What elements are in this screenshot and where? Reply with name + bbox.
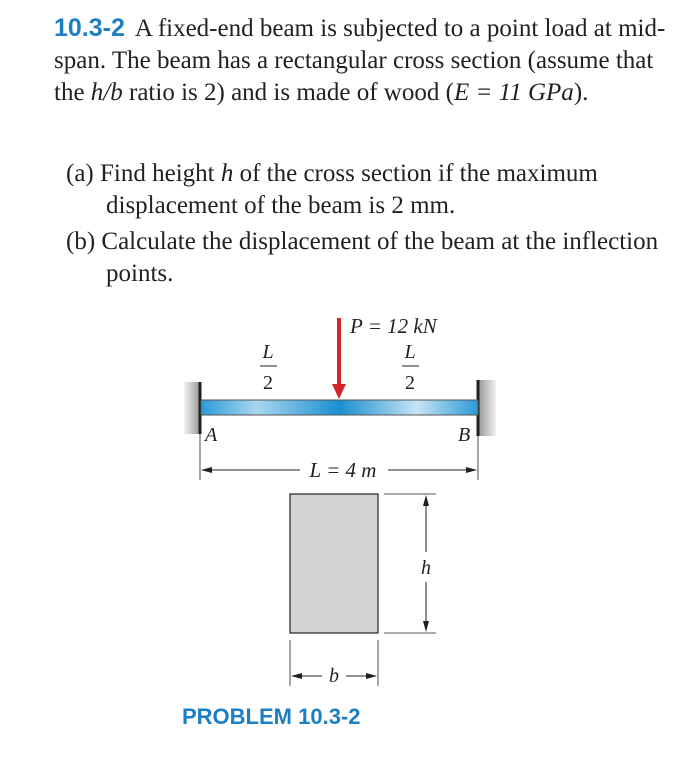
statement-end: ).: [573, 79, 589, 106]
statement-text-2: ratio is 2) and is made of wood (: [122, 79, 454, 106]
left-wall: [184, 382, 200, 434]
load-label: P = 12 kN: [350, 314, 437, 338]
half-span-left-num: L: [262, 341, 274, 363]
figure-caption: PROBLEM 10.3-2: [182, 704, 361, 729]
half-span-left-den: 2: [263, 372, 273, 394]
half-span-right-den: 2: [405, 372, 415, 394]
span-label: L = 4 m: [309, 458, 377, 482]
support-b-label: B: [458, 424, 471, 446]
cross-section: [290, 494, 378, 633]
part-var: h: [220, 160, 234, 187]
part-text-2: of the cross section if the maximum displacement of the beam is 2 mm.: [106, 160, 598, 219]
part-text: Find height: [100, 160, 221, 187]
height-label: h: [421, 557, 431, 579]
half-span-right-num: L: [404, 341, 416, 363]
support-a-label: A: [205, 424, 218, 446]
part-label: (a): [66, 160, 94, 187]
problem-number: 10.3-2: [54, 14, 125, 42]
part-label: (b): [66, 228, 96, 255]
width-label: b: [329, 665, 339, 687]
ratio-var: h/b: [90, 79, 123, 106]
part-text: Calculate the displacement of the beam at the inflection points.: [101, 228, 659, 287]
beam: [201, 400, 478, 415]
modulus: E = 11 GPa: [453, 79, 574, 106]
statement-text: A fixed-end beam is subjected to a point load at mid-span. The beam has a rectangular cross section (assume that the: [54, 15, 666, 106]
right-wall: [479, 380, 496, 436]
